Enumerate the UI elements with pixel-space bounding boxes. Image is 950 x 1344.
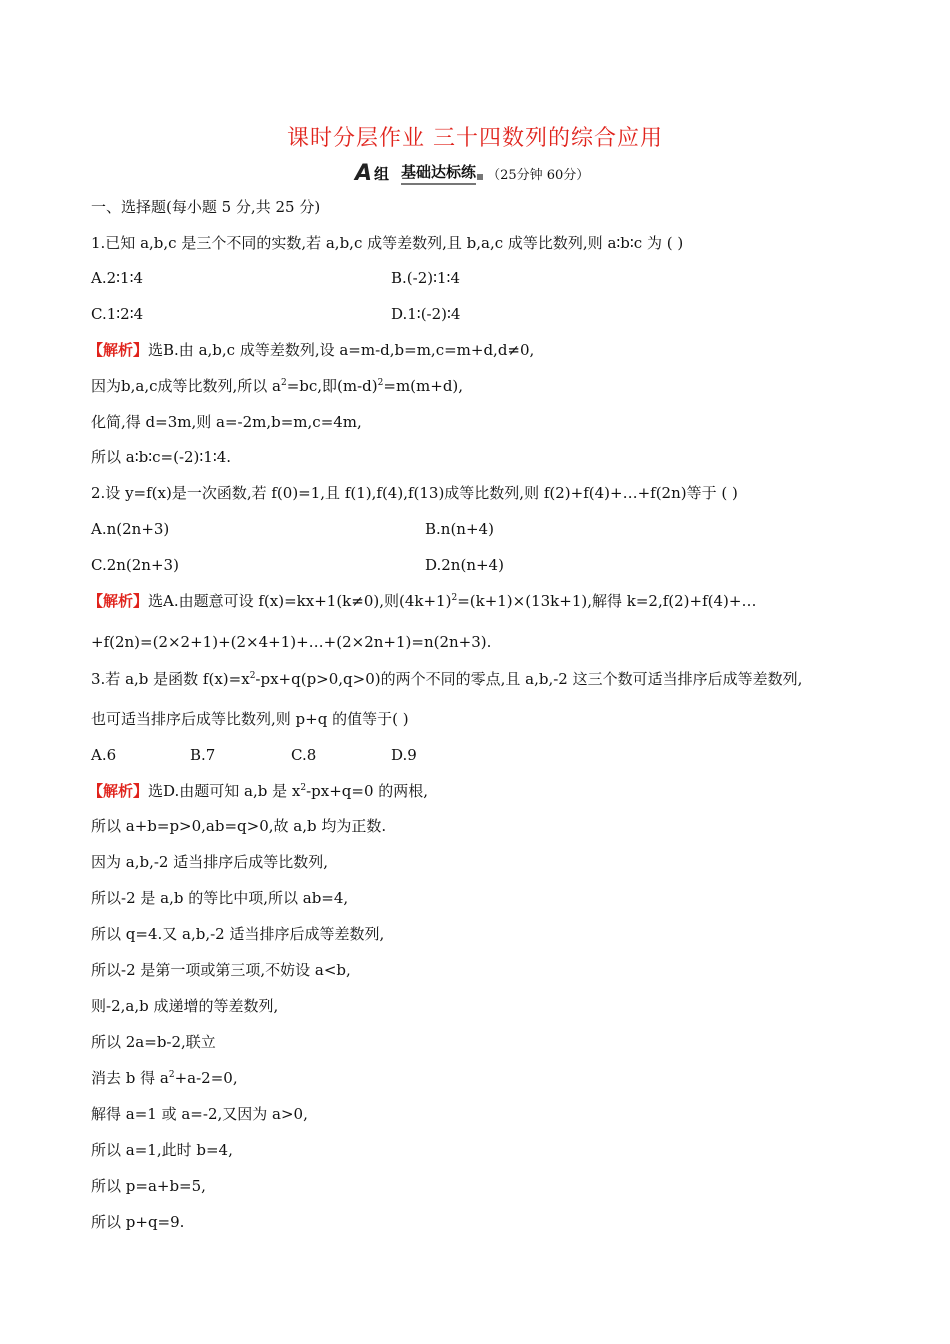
q2-option-a: A.n(2n+3): [91, 520, 170, 538]
text: =(k+1)×(13k+1),解得 k=2,f(2)+f(4)+…: [457, 592, 757, 610]
analysis-tag: 【解析】: [88, 782, 149, 800]
text: =bc,即(m-d): [286, 377, 378, 395]
analysis-tag: 【解析】: [88, 592, 149, 610]
q1-option-a: A.2∶1∶4: [91, 269, 144, 287]
q3-option-b: B.7: [190, 746, 216, 764]
q3-analysis-line: 解得 a=1 或 a=-2,又因为 a>0,: [91, 1105, 308, 1123]
q3-analysis-line: 因为 a,b,-2 适当排序后成等比数列,: [91, 853, 328, 871]
q3-option-c: C.8: [291, 746, 317, 764]
q3-analysis-line: [91, 1067, 238, 1089]
analysis-tag: 【解析】: [88, 341, 149, 359]
q3-analysis-line: 则-2,a,b 成递增的等差数列,: [91, 997, 279, 1015]
superscript: 2: [168, 1070, 175, 1080]
group-time: （25分钟 60分）: [487, 167, 590, 183]
q3-analysis-line: 所以-2 是第一项或第三项,不妨设 a<b,: [91, 961, 351, 979]
q1-analysis-line: 所以 a∶b∶c=(-2)∶1∶4.: [91, 448, 232, 466]
text: -px+q(p>0,q>0)的两个不同的零点,且 a,b,-2 这三个数可适当排序后成等差数列,: [255, 670, 803, 688]
group-name: 组: [374, 164, 390, 183]
group-letter: A: [355, 160, 373, 186]
q3-analysis-line: 所以 p+q=9.: [91, 1213, 185, 1231]
section-heading: 一、选择题(每小题 5 分,共 25 分): [91, 198, 321, 216]
q1-analysis-text: 选B.由 a,b,c 成等差数列,设 a=m-d,b=m,c=m+d,d≠0,: [148, 341, 535, 359]
text: -px+q=0 的两根,: [306, 782, 429, 800]
q3-analysis-line: 所以 2a=b-2,联立: [91, 1033, 216, 1051]
q2-option-c: C.2n(2n+3): [91, 556, 179, 574]
superscript: 2: [249, 671, 256, 681]
q1-analysis-line: 化简,得 d=3m,则 a=-2m,b=m,c=4m,: [91, 413, 362, 431]
q3-analysis-line: 所以 p=a+b=5,: [91, 1177, 206, 1195]
text: 因为b,a,c成等比数列,所以 a: [91, 377, 281, 395]
page-title: 课时分层作业 三十四数列的综合应用: [287, 126, 663, 151]
q2-option-b: B.n(n+4): [425, 520, 494, 538]
q3-analysis-line: [88, 780, 428, 802]
q3-analysis-line: 所以 q=4.又 a,b,-2 适当排序后成等差数列,: [91, 925, 385, 943]
q3-option-d: D.9: [391, 746, 417, 764]
superscript: 2: [451, 593, 458, 603]
superscript: 2: [300, 783, 307, 793]
q3-stem: [91, 668, 802, 690]
text: 选A.由题意可设 f(x)=kx+1(k≠0),则(4k+1): [148, 592, 452, 610]
text: =m(m+d),: [383, 377, 464, 395]
group-dot-icon: [477, 174, 483, 180]
superscript: 2: [377, 378, 384, 388]
text: 消去 b 得 a: [91, 1069, 169, 1087]
q3-option-a: A.6: [91, 746, 117, 764]
q1-option-b: B.(-2)∶1∶4: [391, 269, 461, 287]
q2-analysis-line: [88, 590, 756, 612]
q3-analysis-line: 所以 a=1,此时 b=4,: [91, 1141, 233, 1159]
q3-analysis-line: 所以 a+b=p>0,ab=q>0,故 a,b 均为正数.: [91, 817, 387, 835]
q2-stem: 2.设 y=f(x)是一次函数,若 f(0)=1,且 f(1),f(4),f(13)成等比数列,则 f(2)+f(4)+…+f(2n)等于 ( ): [91, 484, 738, 502]
q1-option-c: C.1∶2∶4: [91, 305, 144, 323]
q3-analysis-line: 所以-2 是 a,b 的等比中项,所以 ab=4,: [91, 889, 349, 907]
q2-option-d: D.2n(n+4): [425, 556, 504, 574]
q1-option-d: D.1∶(-2)∶4: [391, 305, 461, 323]
text: +a-2=0,: [174, 1069, 238, 1087]
q1-analysis-line: [91, 375, 463, 397]
text: 3.若 a,b 是函数 f(x)=x: [91, 670, 250, 688]
group-heading: [355, 160, 589, 186]
q3-stem: 也可适当排序后成等比数列,则 p+q 的值等于( ): [91, 710, 409, 728]
superscript: 2: [280, 378, 287, 388]
text: 选D.由题可知 a,b 是 x: [148, 782, 301, 800]
q2-analysis-line: +f(2n)=(2×2+1)+(2×4+1)+…+(2×2n+1)=n(2n+3).: [91, 633, 492, 651]
q1-stem: 1.已知 a,b,c 是三个不同的实数,若 a,b,c 成等差数列,且 b,a,c 成等比数列,则 a∶b∶c 为 ( ): [91, 234, 684, 252]
group-title: 基础达标练: [401, 161, 476, 185]
q1-analysis-line: [88, 339, 534, 361]
